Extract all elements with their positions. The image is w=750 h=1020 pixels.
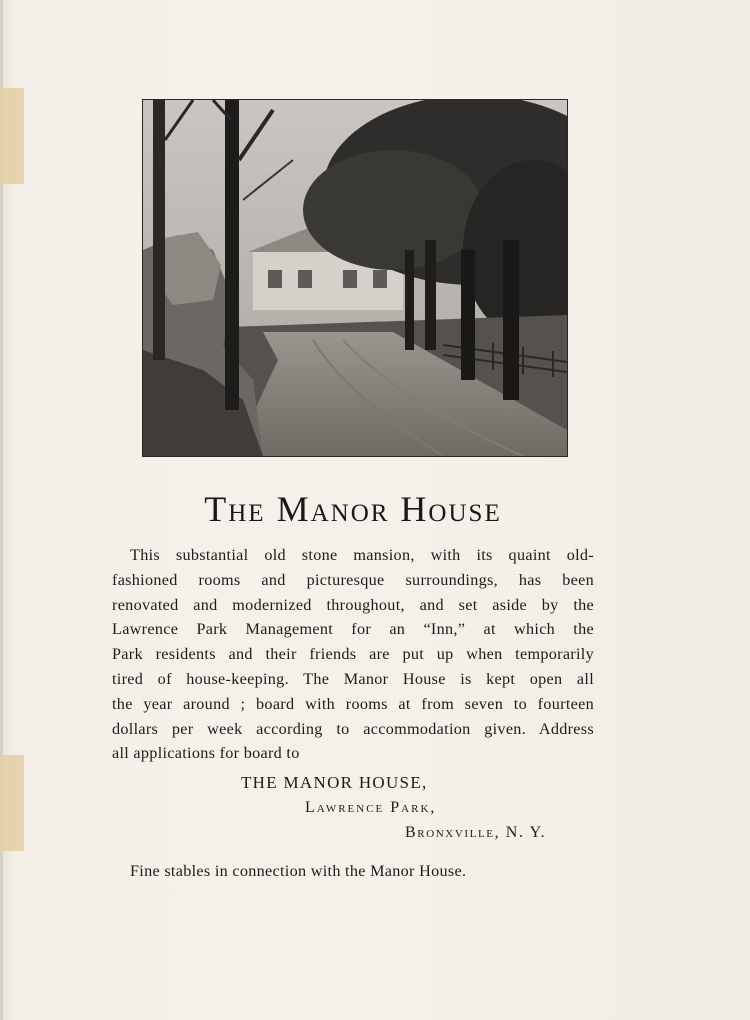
paragraph-line: Lawrence Park Management for an “Inn,” at which the — [112, 620, 594, 639]
page-title: The Manor House — [204, 489, 502, 529]
paragraph-line: the year around ; board with rooms at from seven to fourteen — [112, 694, 594, 713]
paragraph-line: fashioned rooms and picturesque surroundings, has been — [112, 570, 594, 589]
paragraph-line: This substantial old stone mansion, with its quaint old- — [130, 546, 594, 564]
address-park: Lawrence Park, — [305, 799, 437, 816]
description-paragraph — [112, 543, 594, 766]
address-town: Bronxville, N. Y. — [405, 824, 547, 841]
paragraph-line: dollars per week according to accommodation given. Address — [112, 719, 594, 738]
manor-house-photograph — [142, 99, 568, 457]
photo-illustration — [143, 100, 567, 456]
paragraph-line: all applications for board to — [112, 744, 300, 763]
address-name: THE MANOR HOUSE, — [241, 773, 428, 792]
paragraph-line: renovated and modernized throughout, and set aside by the — [112, 595, 594, 614]
tape-strip-bottom — [0, 755, 24, 851]
stables-note: Fine stables in connection with the Manor House. — [130, 862, 467, 880]
paragraph-line: Park residents and their friends are put up when temporarily — [112, 645, 594, 664]
paragraph-line: tired of house-keeping. The Manor House is kept open all — [112, 669, 594, 688]
tape-strip-top — [0, 88, 24, 184]
